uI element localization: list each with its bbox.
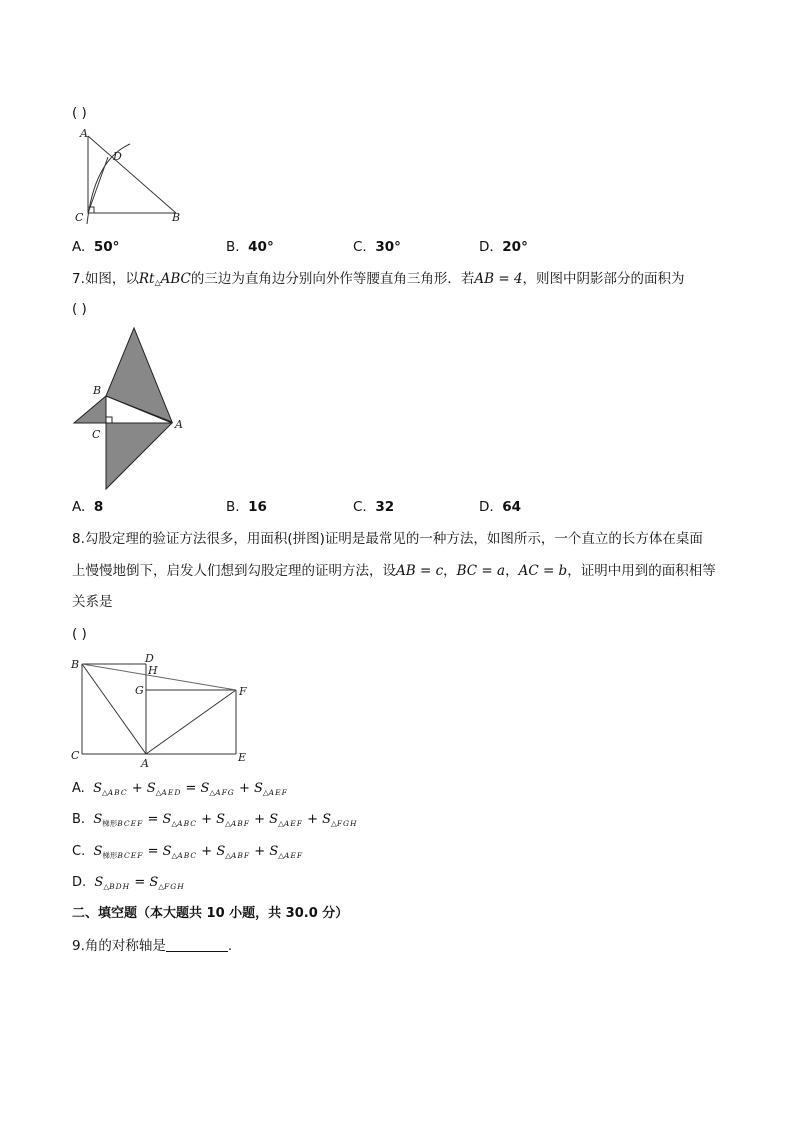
q8-label-D: D [145, 652, 154, 665]
q6-label-B: B [172, 211, 181, 224]
q7-option-d[interactable]: D. 64 [479, 499, 522, 515]
q6-label-C: C [75, 211, 84, 224]
q7-figure [68, 322, 198, 492]
q7-label-A: A [175, 418, 183, 431]
q8-label-C: C [71, 749, 80, 762]
q8-answer-paren: ( ) [72, 626, 87, 642]
q8-question-line-1: 8.勾股定理的验证方法很多，用面积(拼图)证明是最常见的一种方法，如图所示，一个直立的长方体在桌面 [72, 531, 703, 547]
q6-option-c[interactable]: C. 30° [353, 239, 401, 255]
q6-label-A: A [80, 127, 88, 140]
q6-option-d[interactable]: D. 20° [479, 239, 528, 255]
q8-label-F: F [239, 685, 247, 698]
q8-label-G: G [135, 684, 144, 697]
q8-option-b[interactable]: B. $S_{梯形BCEF} = S_{\triangle ABC} + S_{\triangle ABF} + S_{\triangle AEF} + S_{\triangle FGH}$ [72, 812, 358, 828]
q8-line-BF [82, 664, 236, 690]
q6-option-b[interactable]: B. 40° [226, 239, 274, 255]
q7-option-b[interactable]: B. 16 [226, 499, 267, 515]
q8-label-E: E [238, 751, 247, 764]
q8-option-d[interactable]: D. $S_{\triangle BDH} = S_{\triangle FGH}$ [72, 875, 185, 891]
q8-label-A: A [141, 757, 149, 770]
q8-question-line-2: 上慢慢地倒下，启发人们想到勾股定理的证明方法，设AB = c，BC = a，AC = b，证明中用到的面积相等 [72, 563, 716, 579]
q8-label-B: B [71, 658, 80, 671]
q8-figure [66, 652, 266, 770]
q8-option-a[interactable]: A. $S_{\triangle ABC} + S_{\triangle AED} = S_{\triangle AFG} + S_{\triangle AEF}$ [72, 781, 288, 797]
q9-answer-blank[interactable] [166, 939, 228, 952]
q6-answer-paren: ( ) [72, 105, 87, 121]
q6-label-D: D [113, 150, 122, 163]
q6-figure [72, 126, 192, 226]
q7-label-C: C [92, 428, 101, 441]
q8-option-c[interactable]: C. $S_{梯形BCEF} = S_{\triangle ABC} + S_{\triangle ABF} + S_{\triangle AEF}$ [72, 844, 304, 860]
q6-triangle [88, 136, 176, 213]
q9-question-text: 9.角的对称轴是 . [72, 938, 233, 954]
q7-answer-paren: ( ) [72, 301, 87, 317]
q7-option-c[interactable]: C. 32 [353, 499, 395, 515]
section-2-title: 二、填空题（本大题共 10 小题，共 30.0 分） [72, 906, 349, 921]
q7-option-a[interactable]: A. 8 [72, 499, 104, 515]
q6-arc [87, 144, 130, 224]
q6-option-a[interactable]: A. 50° [72, 239, 120, 255]
q7-question-text: 7.如图，以Rt△ABC的三边为直角边分别向外作等腰直角三角形．若AB = 4，则图中阴影部分的面积为 [72, 271, 685, 287]
q7-label-B: B [93, 384, 102, 397]
q8-question-line-3: 关系是 [72, 594, 113, 610]
q8-label-H: H [148, 664, 158, 677]
